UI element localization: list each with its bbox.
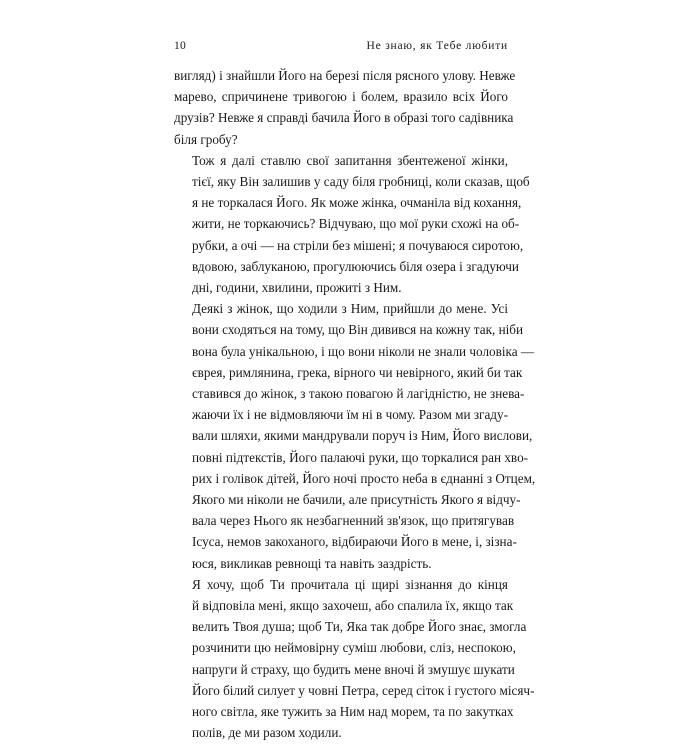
text-line: ного світла, яке тужить за Ним над морем, та по закутках bbox=[192, 704, 514, 720]
paragraph bbox=[174, 65, 516, 150]
text-line: вала через Нього як незбагненний зв'язок, що притягував bbox=[192, 513, 515, 529]
body-text bbox=[174, 65, 536, 744]
text-line: напруги й страху, що будить мене вночі й змушує шукати bbox=[192, 661, 515, 677]
text-line: Ісуса, немов закоханого, відбираючи Його в мене, і, зізна- bbox=[192, 534, 517, 550]
text-line: марево, спричинене тривогою і болем, вразило всіх Його bbox=[174, 89, 508, 105]
text-line: полів, де ми разом ходили. bbox=[192, 725, 342, 741]
text-line: Я хочу, щоб Ти прочитала ці щирі зізнання до кінця bbox=[192, 576, 508, 592]
text-line: жаючи їх і не відмовляючи їм ні в чому. Разом ми згаду- bbox=[192, 407, 508, 423]
paragraph bbox=[174, 298, 536, 574]
text-line: біля гробу? bbox=[174, 131, 238, 147]
text-line: й відповіла мені, якщо захочеш, або спалила їх, якщо так bbox=[192, 598, 514, 614]
text-line: розчинити цю неймовірну суміш любови, сліз, неспокою, bbox=[192, 640, 516, 656]
text-line: велить Твоя душа; щоб Ти, Яка так добре Його знає, змогла bbox=[192, 619, 527, 635]
text-line: Якого ми ніколи не бачили, але присутність Якого я відчу- bbox=[192, 492, 521, 508]
text-line: повні підтекстів, Його палаючі руки, що торкалися ран хво- bbox=[192, 449, 529, 465]
paragraph bbox=[174, 574, 535, 744]
text-line: вали шляхи, якими мандрували поруч із Ним, Його вислови, bbox=[192, 428, 533, 444]
text-line: вона була унікальною, і що вони ніколи не знали чоловіка — bbox=[192, 343, 535, 359]
text-line: вони сходяться на тому, що Він дивився на кожну так, ніби bbox=[192, 322, 524, 338]
text-line: дні, години, хвилини, прожиті з Ним. bbox=[192, 280, 402, 296]
text-line: рих і голівок дітей, Його ночі просто неба в єднанні з Отцем, bbox=[192, 470, 536, 486]
text-line: ставився до жінок, з такою повагою й лагідністю, не знева- bbox=[192, 386, 525, 402]
text-line: єврея, римлянина, грека, вірного чи невірного, який би так bbox=[192, 364, 523, 380]
text-line: Його білий силует у човні Петра, серед сіток і густого місяч- bbox=[192, 682, 535, 698]
text-line: жити, не торкаючись? Відчуваю, що мої руки схожі на об- bbox=[192, 216, 520, 232]
text-line: Деякі з жінок, що ходили з Ним, прийшли до мене. Усі bbox=[192, 301, 508, 317]
paragraph bbox=[174, 150, 530, 298]
text-line: вдовою, заблуканою, прогулюючись біля озера і згадуючи bbox=[192, 258, 519, 274]
text-line: рубки, а очі — на стріли без мішені; я почуваюся сиротою, bbox=[192, 237, 524, 253]
text-line: юся, викликав ревнощі та навіть заздрість. bbox=[192, 555, 432, 571]
text-line: друзів? Невже я справді бачила Його в образі того садівника bbox=[174, 110, 514, 126]
text-line: я не торкалася Його. Як може жінка, очманіла від кохання, bbox=[192, 195, 522, 211]
book-title: Не знаю, як Тебе любити bbox=[366, 40, 508, 52]
text-line: Тож я далі ставлю свої запитання збентеженої жінки, bbox=[192, 152, 508, 168]
text-line: тієї, яку Він залишив у саду біля гробниці, коли сказав, щоб bbox=[192, 174, 530, 190]
text-line: вигляд) і знайшли Його на березі після рясного улову. Невже bbox=[174, 68, 516, 83]
page-number: 10 bbox=[174, 40, 186, 52]
